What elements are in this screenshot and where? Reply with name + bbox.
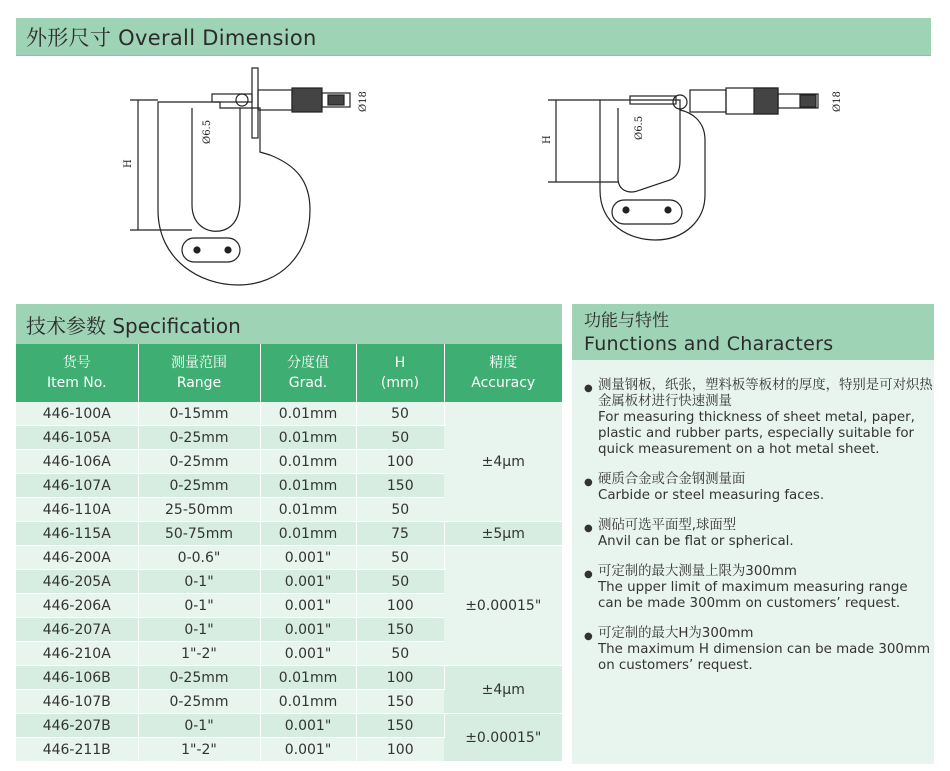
- cell-h: 100: [356, 450, 444, 474]
- cell-grad: 0.001": [260, 618, 356, 642]
- cell-item: 446-207B: [16, 714, 138, 738]
- feature-cn: 测量钢板，纸张，塑料板等板材的厚度，特别是可对炽热金属板材进行快速测量: [598, 378, 933, 409]
- cell-grad: 0.001": [260, 546, 356, 570]
- feature-en: For measuring thickness of sheet metal, paper, plastic and rubber parts, especially suitable for quick measurement on a hot metal sheet.: [598, 410, 915, 457]
- feature-cn: 测砧可选平面型,球面型: [598, 518, 737, 533]
- cell-h: 50: [356, 402, 444, 426]
- dim-d18-right: Ø18: [832, 91, 843, 112]
- anvil-slot-2: [612, 200, 682, 224]
- feature-item: [584, 472, 934, 504]
- cell-h: 100: [356, 594, 444, 618]
- table-row: [16, 546, 562, 570]
- cell-h: 100: [356, 738, 444, 762]
- cell-grad: 0.001": [260, 738, 356, 762]
- feature-cn: 可定制的最大测量上限为300mm: [598, 564, 797, 579]
- feature-en: The upper limit of maximum measuring range can be made 300mm on customers’ request.: [598, 580, 908, 611]
- cell-item: 446-207A: [16, 618, 138, 642]
- cell-range: 1"-2": [138, 642, 260, 666]
- disc-plate: [252, 68, 258, 138]
- cell-item: 446-206A: [16, 594, 138, 618]
- cell-range: 0-25mm: [138, 426, 260, 450]
- col-accuracy: 精度 Accuracy: [444, 344, 562, 402]
- cell-grad: 0.01mm: [260, 402, 356, 426]
- cell-h: 50: [356, 426, 444, 450]
- feature-en: The maximum H dimension can be made 300mm on customers’ request.: [598, 642, 931, 673]
- cell-h: 150: [356, 690, 444, 714]
- cell-item: 446-100A: [16, 402, 138, 426]
- cell-range: 0-1": [138, 594, 260, 618]
- cell-item: 446-200A: [16, 546, 138, 570]
- cell-accuracy: ±0.00015": [444, 714, 562, 762]
- table-row: [16, 714, 562, 738]
- cell-h: 150: [356, 714, 444, 738]
- cell-grad: 0.01mm: [260, 426, 356, 450]
- bullet-icon: ●: [584, 569, 593, 580]
- cell-grad: 0.01mm: [260, 498, 356, 522]
- functions-title-en: Functions and Characters: [584, 333, 834, 355]
- frame2-outline: [600, 100, 705, 240]
- thimble-knurl-2: [754, 88, 778, 114]
- cell-item: 446-105A: [16, 426, 138, 450]
- cell-grad: 0.01mm: [260, 690, 356, 714]
- cell-grad: 0.01mm: [260, 450, 356, 474]
- cell-grad: 0.001": [260, 594, 356, 618]
- cell-range: 0-0.6": [138, 546, 260, 570]
- feature-en: Anvil can be flat or spherical.: [598, 534, 794, 549]
- table-header-row: [16, 344, 562, 402]
- col-item-no: 货号 Item No.: [16, 344, 138, 402]
- cell-accuracy: ±0.00015": [444, 546, 562, 666]
- cell-range: 25-50mm: [138, 498, 260, 522]
- cell-range: 0-25mm: [138, 666, 260, 690]
- cell-range: 0-25mm: [138, 690, 260, 714]
- screw-right: [225, 247, 231, 253]
- dim-d18-left: Ø18: [358, 91, 369, 112]
- ratchet-knurl-2: [800, 95, 816, 107]
- sleeve: [258, 90, 292, 110]
- table-row: [16, 402, 562, 426]
- cell-range: 50-75mm: [138, 522, 260, 546]
- cell-item: 446-106B: [16, 666, 138, 690]
- bullet-icon: ●: [584, 523, 593, 534]
- cell-item: 446-106A: [16, 450, 138, 474]
- cell-accuracy: ±4μm: [444, 402, 562, 522]
- dim-d65-left: Ø6.5: [202, 119, 213, 144]
- cell-h: 150: [356, 474, 444, 498]
- cell-item: 446-205A: [16, 570, 138, 594]
- feature-item: [584, 378, 934, 458]
- cell-range: 1"-2": [138, 738, 260, 762]
- drawing-micrometer-large: [120, 60, 380, 300]
- cell-range: 0-25mm: [138, 474, 260, 498]
- cell-h: 50: [356, 570, 444, 594]
- cell-accuracy: ±4μm: [444, 666, 562, 714]
- overall-dimension-title: 外形尺寸 Overall Dimension: [16, 18, 931, 56]
- cell-h: 75: [356, 522, 444, 546]
- feature-item: [584, 626, 934, 674]
- cell-h: 100: [356, 666, 444, 690]
- features-list: [572, 378, 934, 674]
- ratchet-knurl: [328, 95, 344, 105]
- functions-title: [572, 304, 934, 360]
- cell-item: 446-110A: [16, 498, 138, 522]
- cell-range: 0-1": [138, 618, 260, 642]
- cell-range: 0-1": [138, 570, 260, 594]
- cell-grad: 0.001": [260, 714, 356, 738]
- cell-range: 0-15mm: [138, 402, 260, 426]
- cell-grad: 0.001": [260, 642, 356, 666]
- drawing-micrometer-round: [530, 60, 860, 300]
- col-grad: 分度值 Grad.: [260, 344, 356, 402]
- screw-left: [194, 247, 200, 253]
- cell-grad: 0.01mm: [260, 666, 356, 690]
- cell-item: 446-107A: [16, 474, 138, 498]
- dim-d65-right: Ø6.5: [634, 115, 645, 140]
- table-row: [16, 522, 562, 546]
- frame2-inner: [618, 108, 680, 192]
- bullet-icon: ●: [584, 631, 593, 642]
- dim-h-right: H: [542, 135, 553, 144]
- feature-item: [584, 564, 934, 612]
- col-h: H (mm): [356, 344, 444, 402]
- bullet-icon: ●: [584, 477, 593, 488]
- cell-accuracy: ±5μm: [444, 522, 562, 546]
- sleeve-2: [690, 90, 726, 112]
- lock-knob: [236, 94, 248, 106]
- feature-cn: 硬质合金或合金钢测量面: [598, 472, 746, 487]
- functions-panel: [572, 304, 934, 764]
- cell-item: 446-107B: [16, 690, 138, 714]
- cell-item: 446-115A: [16, 522, 138, 546]
- cell-h: 50: [356, 546, 444, 570]
- frame-outline: [158, 102, 310, 285]
- cell-item: 446-210A: [16, 642, 138, 666]
- bullet-icon: ●: [584, 383, 593, 394]
- cell-grad: 0.001": [260, 570, 356, 594]
- table-row: [16, 666, 562, 690]
- cell-h: 50: [356, 498, 444, 522]
- frame-inner: [192, 108, 240, 231]
- specification-table: [16, 344, 562, 762]
- feature-item: [584, 518, 934, 550]
- feature-cn: 可定制的最大H为300mm: [598, 626, 754, 641]
- cell-range: 0-25mm: [138, 450, 260, 474]
- col-range: 测量范围 Range: [138, 344, 260, 402]
- cell-item: 446-211B: [16, 738, 138, 762]
- cell-h: 150: [356, 618, 444, 642]
- feature-en: Carbide or steel measuring faces.: [598, 488, 825, 503]
- cell-range: 0-1": [138, 714, 260, 738]
- cell-grad: 0.01mm: [260, 522, 356, 546]
- cell-h: 50: [356, 642, 444, 666]
- thimble-knurl: [292, 88, 322, 112]
- dim-h-left: H: [123, 159, 134, 168]
- cell-grad: 0.01mm: [260, 474, 356, 498]
- functions-title-cn: 功能与特性: [584, 311, 669, 331]
- specification-title: 技术参数 Specification: [16, 304, 562, 344]
